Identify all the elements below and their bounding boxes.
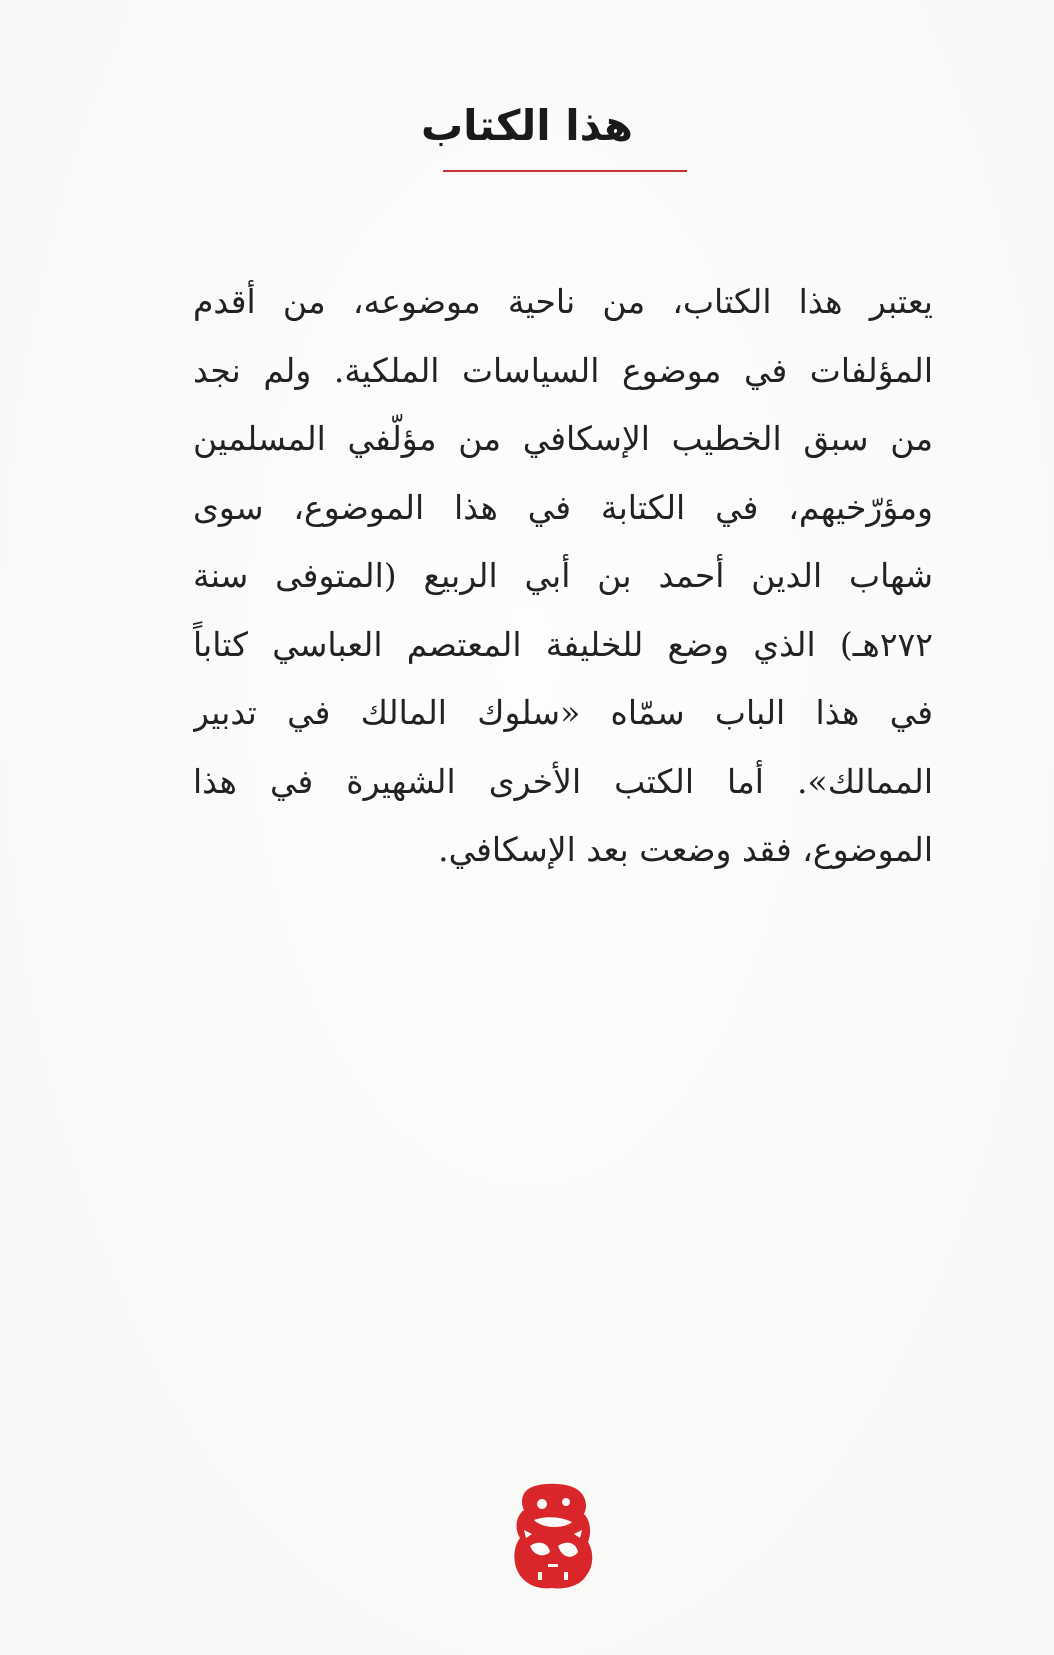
blurb-line: الموضوع، فقد وضعت بعد الإسكافي.	[438, 830, 933, 869]
blurb-line: في هذا الباب سمّاه «سلوك المالك في تدبير	[193, 693, 933, 732]
page-title: هذا الكتاب	[420, 101, 634, 150]
publisher-seal-icon	[510, 1480, 596, 1592]
title-underline	[443, 170, 687, 172]
blurb-line: من سبق الخطيب الإسكافي من مؤلّفي المسلمين	[193, 419, 933, 458]
blurb-line: المؤلفات في موضوع السياسات الملكية. ولم نجد	[193, 350, 933, 390]
blurb-line: شهاب الدين أحمد بن أبي الربيع (المتوفى سنة	[193, 556, 933, 595]
blurb-line: ومؤرّخيهم، في الكتابة في هذا الموضوع، سوى	[193, 487, 933, 527]
blurb-paragraph	[193, 268, 933, 885]
blurb-line: الممالك». أما الكتب الأخرى الشهيرة في هذا	[193, 761, 933, 801]
blurb-line: ٢٧٢هـ) الذي وضع للخليفة المعتصم العباسي كتاباً	[193, 624, 933, 664]
blurb-line: يعتبر هذا الكتاب، من ناحية موضوعه، من أقدم	[193, 282, 933, 321]
